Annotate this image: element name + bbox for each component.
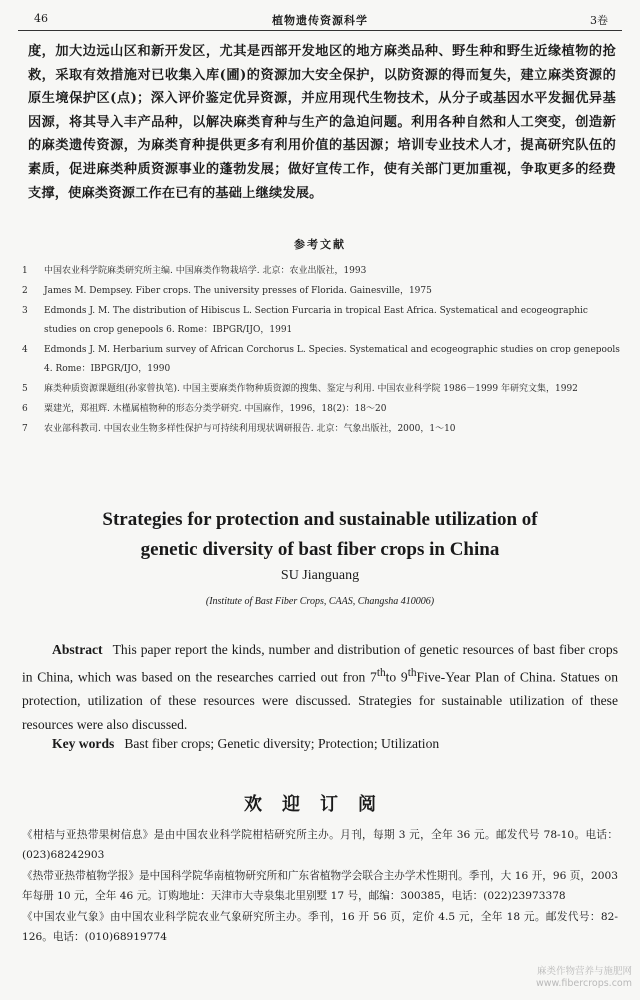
abstract-paragraph bbox=[22, 638, 618, 737]
reference-item bbox=[22, 380, 622, 399]
reference-number: 3 bbox=[22, 306, 28, 316]
reference-number: 1 bbox=[22, 266, 28, 276]
journal-ad: 《热带亚热带植物学报》是中国科学院华南植物研究所和广东省植物学会联合主办学术性期刊。季刊，大 16 开，96 页，2003 年每册 10 元，全年 46 元。订购地址：天津市大寺泉集北里别墅 17 号，邮编：300385，电话：(022)23973378 bbox=[22, 870, 618, 902]
reference-number: 6 bbox=[22, 404, 28, 414]
reference-number: 4 bbox=[22, 345, 28, 355]
reference-number: 2 bbox=[22, 286, 28, 296]
watermark-line: www.fibercrops.com bbox=[535, 978, 632, 989]
reference-text: 麻类种质资源课题组(孙家曾执笔). 中国主要麻类作物种质资源的搜集、鉴定与利用. 中国农业科学院 1986－1999 年研究文集，1992 bbox=[44, 384, 578, 394]
abstract-text: Five-Year Plan of China. Statues on protection, utilization of these resources were discussed. Strategies for sustainable utilization of these resources were also discussed. bbox=[22, 669, 618, 732]
keywords-label: Key words bbox=[52, 736, 115, 751]
subscription-heading: 欢迎订阅 bbox=[244, 794, 396, 815]
journal-ad: 《柑桔与亚热带果树信息》是由中国农业科学院柑桔研究所主办。月刊，每期 3 元，全年 36 元。邮发代号 78-10。电话：(023)68242903 bbox=[22, 829, 618, 861]
journal-ad: 《中国农业气象》由中国农业科学院农业气象研究所主办。季刊，16 开 56 页，定价 4.5 元，全年 18 元。邮发代号：82-126。电话：(010)68919774 bbox=[22, 911, 618, 943]
reference-number: 5 bbox=[22, 384, 28, 394]
subscription-ads bbox=[22, 826, 618, 949]
reference-item bbox=[22, 400, 622, 419]
reference-item bbox=[22, 282, 622, 301]
reference-text: Edmonds J. M. The distribution of Hibiscus L. Section Furcaria in tropical East Africa. Systematical and ecogeographic studies on crop genepools 6. Rome：IBPGR/IJO，1991 bbox=[44, 306, 588, 335]
keywords-line bbox=[22, 736, 618, 752]
page-number: 46 bbox=[34, 12, 48, 25]
reference-text: 农业部科教司. 中国农业生物多样性保护与可持续利用现状调研报告. 北京：气象出版社，2000，1～10 bbox=[44, 424, 456, 434]
abstract-text: This paper report the kinds, number and distribution of genetic resources of bast fiber crops in China, which was based on the researches carried out fron 7 bbox=[22, 642, 618, 685]
reference-text: James M. Dempsey. Fiber crops. The university presses of Florida. Gainesville，1975 bbox=[44, 286, 432, 296]
journal-title: 植物遗传资源科学 bbox=[272, 14, 368, 27]
reference-text: 中国农业科学院麻类研究所主编. 中国麻类作物栽培学. 北京：农业出版社，1993 bbox=[44, 266, 367, 276]
abstract-label: Abstract bbox=[52, 642, 103, 657]
author-name: SU Jianguang bbox=[280, 568, 360, 583]
reference-item bbox=[22, 420, 622, 439]
abstract-text: to 9 bbox=[385, 669, 408, 685]
references-list bbox=[22, 262, 622, 440]
keywords-text: Bast fiber crops; Genetic diversity; Protection; Utilization bbox=[124, 736, 440, 751]
references-title: 参考文献 bbox=[294, 238, 346, 251]
superscript: th bbox=[407, 666, 417, 679]
reference-text: Edmonds J. M. Herbarium survey of African Corchorus L. Species. Systematical and ecogeographic studies on crop genepools 4. Rome：IBPGR/IJO，1990 bbox=[44, 345, 620, 374]
reference-item bbox=[22, 302, 622, 340]
english-title bbox=[0, 505, 640, 565]
reference-item bbox=[22, 341, 622, 379]
reference-item bbox=[22, 262, 622, 281]
volume-label: 3卷 bbox=[590, 14, 608, 27]
english-title-line: genetic diversity of bast fiber crops in China bbox=[140, 539, 500, 560]
site-watermark bbox=[536, 966, 632, 990]
english-title-line: Strategies for protection and sustainable utilization of bbox=[102, 509, 538, 530]
superscript: th bbox=[376, 666, 386, 679]
body-paragraph: 度，加大边远山区和新开发区，尤其是西部开发地区的地方麻类品种、野生种和野生近缘植物的抢救，采取有效措施对已收集入库(圃)的资源加大安全保护，以防资源的得而复失，建立麻类资源的原生境保护区(点)；深入评价鉴定优异资源，并应用现代生物技术，从分子或基因水平发掘优异基因源，将其导入丰产品种，以解决麻类育种与生产的急迫问题。利用各种自然和人工突变，创造新的麻类遗传资源，为麻类育种提供更多有利用价值的基因源；培训专业技术人才，提高研究队伍的素质，促进麻类种质资源事业的蓬勃发展；做好宣传工作，使有关部门更加重视，争取更多的经费支撑，使麻类资源工作在已有的基础上继续发展。 bbox=[28, 44, 616, 201]
reference-text: 粟建光，郑祖辉. 木槿属植物种的形态分类学研究. 中国麻作，1996，18(2)：18～20 bbox=[44, 404, 387, 414]
page-header bbox=[18, 6, 622, 31]
reference-number: 7 bbox=[22, 424, 28, 434]
watermark-line: 麻类作物营养与施肥网 bbox=[536, 966, 632, 977]
author-affiliation: (Institute of Bast Fiber Crops, CAAS, Changsha 410006) bbox=[205, 596, 435, 607]
